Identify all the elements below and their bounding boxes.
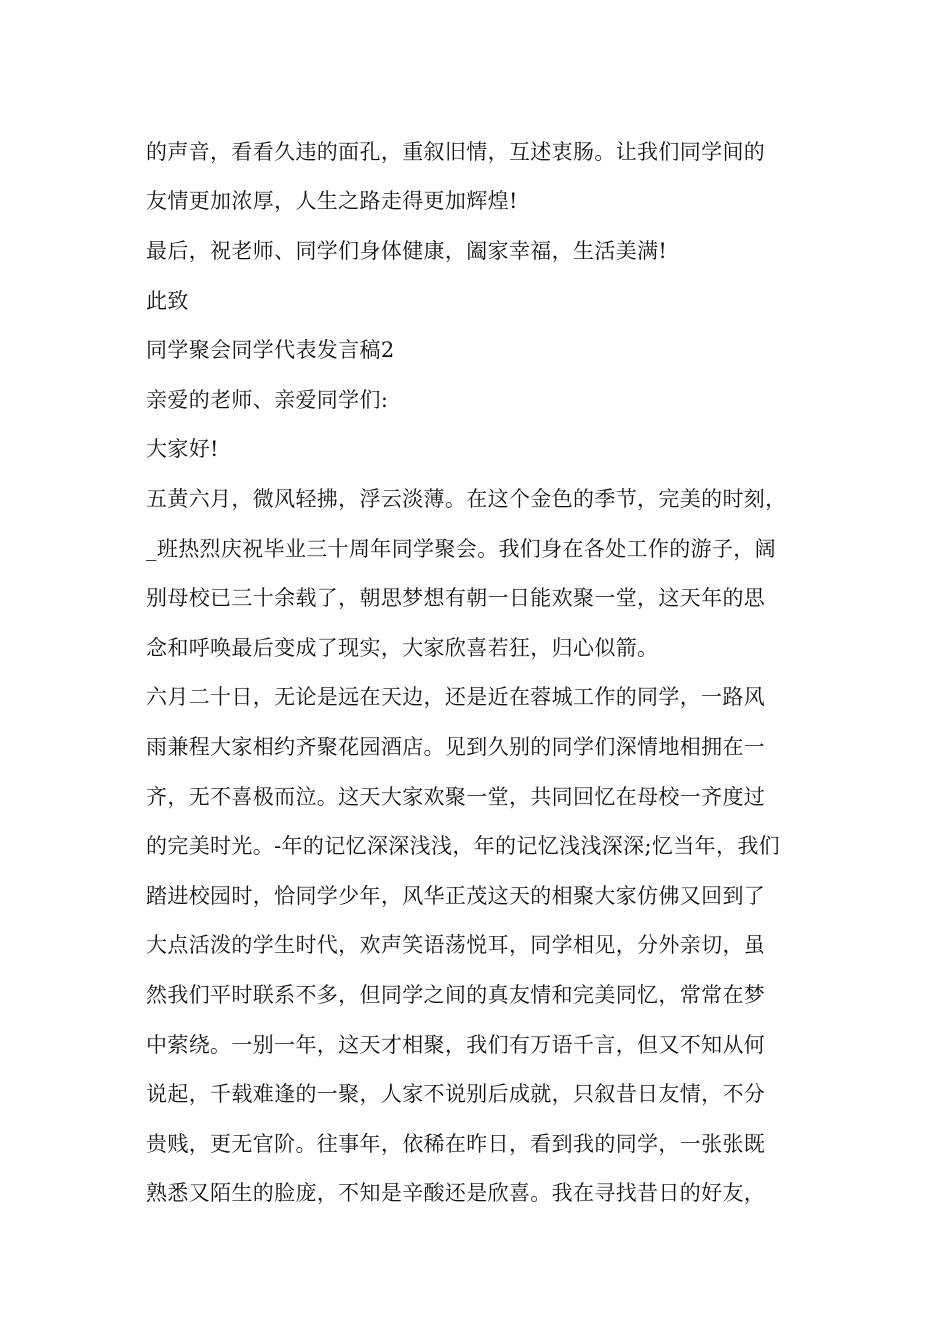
greeting: 大家好!	[146, 437, 219, 461]
text-line: 然我们平时联系不多，但同学之间的真友情和完美同忆，常常在梦	[146, 983, 766, 1007]
text-line: 中萦绕。一别一年，这天才相聚，我们有万语千言，但又不知从何	[146, 1033, 766, 1057]
text-line: 雨兼程大家相约齐聚花园酒店。见到久别的同学们深情地相拥在一	[146, 735, 766, 759]
text-line: 贵贱，更无官阶。往事年，依稀在昨日，看到我的同学，一张张既	[146, 1132, 766, 1156]
text-line: 友情更加浓厚，人生之路走得更加辉煌!	[146, 189, 518, 213]
text-line: 说起，千载难逢的一聚，人家不说别后成就，只叙昔日友情，不分	[146, 1082, 766, 1106]
text-line: 六月二十日，无论是远在天边，还是近在蓉城工作的同学，一路风	[146, 685, 766, 709]
text-line: _班热烈庆祝毕业三十周年同学聚会。我们身在各处工作的游子，阔	[146, 537, 776, 561]
text-line: 的声音，看看久违的面孔，重叙旧情，互述衷肠。让我们同学间的	[146, 140, 766, 164]
text-line: 大点活泼的学生时代，欢声笑语荡悦耳，同学相见，分外亲切，虽	[146, 933, 766, 957]
text-line: 最后，祝老师、同学们身体健康，阖家幸福，生活美满!	[146, 239, 668, 263]
text-line: 熟悉又陌生的脸庞，不知是辛酸还是欣喜。我在寻找昔日的好友，	[146, 1181, 766, 1205]
text-line: 此致	[146, 289, 189, 313]
text-line: 念和呼唤最后变成了现实，大家欣喜若狂，归心似箭。	[146, 636, 659, 660]
text-line: 踏进校园时，恰同学少年，风华正茂这天的相聚大家仿佛又回到了	[146, 884, 766, 908]
text-line: 别母校已三十余载了，朝思梦想有朝一日能欢聚一堂，这天年的思	[146, 586, 766, 610]
text-line: 的完美时光。-年的记忆深深浅浅，年的记忆浅浅深深;忆当年，我们	[146, 834, 781, 858]
section-title: 同学聚会同学代表发言稿2	[146, 338, 395, 362]
text-line: 齐，无不喜极而泣。这天大家欢聚一堂，共同回忆在母校一齐度过	[146, 785, 766, 809]
text-line: 五黄六月，微风轻拂，浮云淡薄。在这个金色的季节，完美的时刻，	[146, 487, 787, 511]
salutation: 亲爱的老师、亲爱同学们:	[146, 388, 389, 412]
